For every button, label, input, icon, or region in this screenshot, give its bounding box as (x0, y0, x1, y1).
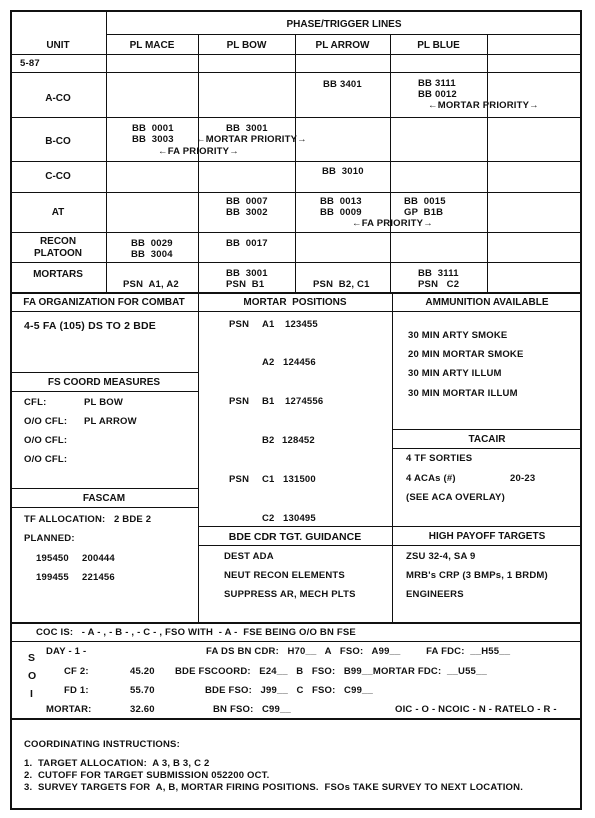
mortar-pos: C2 (262, 513, 275, 524)
section-line (392, 448, 582, 449)
grid-line (106, 34, 582, 35)
fascam-grid: 221456 (82, 572, 115, 583)
ammo-title: AMMUNITION AVAILABLE (425, 297, 549, 308)
grid-line (10, 232, 582, 233)
section-line (198, 526, 582, 527)
mortar-grid: 131500 (283, 474, 316, 485)
fascam-title: FASCAM (82, 493, 126, 504)
coc-mortar-value: 32.60 (130, 704, 155, 715)
grid-line (390, 34, 391, 292)
pl-arrow-header: PL ARROW (315, 40, 370, 51)
grid-line (295, 34, 296, 292)
section-line (10, 372, 198, 373)
mortars-bow-2: PSN B1 (226, 279, 265, 290)
hpt-item: ZSU 32-4, SA 9 (406, 551, 476, 562)
coc-line: COC IS: - A - , - B - , - C - , FSO WITH - A - FSE BEING O/O BN FSE (36, 627, 356, 638)
mortar-positions-title: MORTAR POSITIONS (243, 297, 347, 308)
grid-line (10, 54, 582, 55)
fascam-allocation: TF ALLOCATION: 2 BDE 2 (24, 514, 152, 525)
section-line (10, 311, 582, 312)
fs-coord-label: O/O CFL: (24, 416, 68, 427)
ammo-item: 30 MIN ARTY SMOKE (408, 330, 508, 341)
grid-line (10, 161, 582, 162)
section-line (392, 429, 582, 430)
b-co-mace-1: BB 0001 (132, 123, 174, 134)
mortars-mace: PSN A1, A2 (123, 279, 179, 290)
mortar-psn-label: PSN (229, 396, 250, 407)
at-fa-priority: ←FA PRIORITY→ (352, 218, 433, 229)
section-line (198, 292, 199, 622)
mortar-grid: 124456 (283, 357, 316, 368)
mortar-grid: 130495 (283, 513, 316, 524)
section-line (392, 292, 393, 622)
phase-trigger-header: PHASE/TRIGGER LINES (286, 19, 402, 30)
fs-coord-label: CFL: (24, 397, 47, 408)
bde-guidance-item: DEST ADA (224, 551, 274, 562)
mortars-arrow: PSN B2, C1 (313, 279, 370, 290)
coc-fd1: FD 1: (64, 685, 89, 696)
fa-org-value: 4-5 FA (105) DS TO 2 BDE (24, 320, 157, 332)
mortar-psn-label: PSN (229, 319, 250, 330)
mortar-psn-label: PSN (229, 474, 250, 485)
fs-coord-title: FS COORD MEASURES (47, 377, 161, 388)
fa-org-title: FA ORGANIZATION FOR COMBAT (23, 297, 185, 308)
at-blue-2: GP B1B (404, 207, 444, 218)
at-arrow-1: BB 0013 (320, 196, 362, 207)
soi-letter: S (28, 652, 36, 664)
mortar-pos: B1 (262, 396, 275, 407)
coc-cf2-value: 45.20 (130, 666, 155, 677)
section-line (10, 641, 582, 642)
soi-letter: O (28, 670, 37, 682)
fascam-planned: PLANNED: (24, 533, 75, 544)
instruction-item: 3. SURVEY TARGETS FOR A, B, MORTAR FIRING POSITIONS. FSOs TAKE SURVEY TO NEXT LOCATION. (24, 782, 524, 793)
unit-mortars: MORTARS (33, 269, 83, 280)
instruction-item: 1. TARGET ALLOCATION: A 3, B 3, C 2 (24, 758, 210, 769)
at-bow-1: BB 0007 (226, 196, 268, 207)
mortar-grid: 128452 (282, 435, 315, 446)
bde-guidance-title: BDE CDR TGT. GUIDANCE (228, 531, 362, 543)
ammo-item: 30 MIN MORTAR ILLUM (408, 388, 518, 399)
recon-bow: BB 0017 (226, 238, 268, 249)
mortar-grid: 123455 (285, 319, 318, 330)
unit-header: UNIT (46, 40, 70, 51)
mortar-pos: A2 (262, 357, 275, 368)
coc-row-2: BDE FSCOORD: E24__ B FSO: B99__MORTAR FDC: __U55__ (175, 666, 488, 677)
coc-row-4-roles: OIC - O - NCOIC - N - RATELO - R - (395, 704, 557, 715)
fascam-grid: 195450 (36, 553, 69, 564)
a-co-blue-1: BB 3111 (418, 78, 456, 89)
ammo-item: 30 MIN ARTY ILLUM (408, 368, 502, 379)
coc-day: DAY - 1 - (46, 646, 87, 657)
grid-line (10, 292, 582, 294)
ammo-item: 20 MIN MORTAR SMOKE (408, 349, 524, 360)
soi-letter: I (30, 688, 34, 700)
tacair-aca-range: 20-23 (510, 473, 536, 484)
grid-line (198, 34, 199, 292)
section-line (10, 718, 582, 720)
mortar-pos: C1 (262, 474, 275, 485)
coc-fd1-value: 55.70 (130, 685, 155, 696)
unit-a-co: A-CO (45, 93, 71, 104)
fs-coord-label: O/O CFL: (24, 435, 68, 446)
at-blue-1: BB 0015 (404, 196, 446, 207)
unit-b-co: B-CO (45, 136, 71, 147)
grid-line (487, 34, 488, 292)
coc-row-4: BN FSO: C99__ (213, 704, 291, 715)
grid-line (106, 10, 107, 292)
coc-cf2: CF 2: (64, 666, 89, 677)
tacair-acas: 4 ACAs (#) (406, 473, 456, 484)
mortar-pos: B2 (262, 435, 275, 446)
a-co-arrow: BB 3401 (323, 79, 362, 90)
section-line (10, 507, 198, 508)
section-line (10, 622, 582, 624)
at-arrow-2: BB 0009 (320, 207, 362, 218)
a-co-mortar-priority: ←MORTAR PRIORITY→ (428, 100, 539, 111)
section-line (10, 391, 198, 392)
hpt-title: HIGH PAYOFF TARGETS (428, 531, 546, 542)
unit-recon: RECON (39, 236, 77, 247)
b-co-mortar-priority: ←MORTAR PRIORITY→ (196, 134, 307, 145)
hpt-item: ENGINEERS (406, 589, 464, 600)
c-co-arrow: BB 3010 (322, 166, 364, 177)
fs-coord-value: PL ARROW (84, 416, 137, 427)
a-co-blue-2: BB 0012 (418, 89, 457, 100)
hpt-item: MRB's CRP (3 BMPs, 1 BRDM) (406, 570, 548, 581)
mortars-blue-1: BB 3111 (418, 268, 459, 279)
bde-guidance-item: NEUT RECON ELEMENTS (224, 570, 345, 581)
recon-mace-2: BB 3004 (131, 249, 173, 260)
bde-guidance-item: SUPPRESS AR, MECH PLTS (224, 589, 356, 600)
coc-row-1: FA DS BN CDR: H70__ A FSO: A99__ FA FDC: __H55__ (206, 646, 511, 657)
pl-mace-header: PL MACE (129, 40, 175, 51)
b-co-bow-1: BB 3001 (226, 123, 268, 134)
coc-row-3: BDE FSO: J99__ C FSO: C99__ (205, 685, 374, 696)
fs-coord-value: PL BOW (84, 397, 124, 408)
pl-blue-header: PL BLUE (417, 40, 460, 51)
coc-mortar: MORTAR: (46, 704, 92, 715)
tacair-sorties: 4 TF SORTIES (406, 453, 473, 464)
b-co-mace-2: BB 3003 (132, 134, 174, 145)
grid-line (10, 262, 582, 263)
mortars-bow-1: BB 3001 (226, 268, 268, 279)
fascam-grid: 200444 (82, 553, 115, 564)
grid-line (10, 192, 582, 193)
unit-at: AT (51, 207, 65, 218)
unit-5-87: 5-87 (20, 58, 40, 69)
unit-platoon: PLATOON (34, 248, 82, 259)
tacair-title: TACAIR (468, 434, 506, 445)
pl-bow-header: PL BOW (226, 40, 267, 51)
fascam-grid: 199455 (36, 572, 69, 583)
instructions-title: COORDINATING INSTRUCTIONS: (24, 739, 180, 750)
tacair-overlay: (SEE ACA OVERLAY) (406, 492, 505, 503)
unit-c-co: C-CO (45, 171, 71, 182)
mortar-pos: A1 (262, 319, 275, 330)
mortars-blue-2: PSN C2 (418, 279, 460, 290)
mortar-grid: 1274556 (285, 396, 324, 407)
section-line (198, 545, 582, 546)
grid-line (10, 117, 582, 118)
at-bow-2: BB 3002 (226, 207, 268, 218)
fs-coord-label: O/O CFL: (24, 454, 68, 465)
section-line (10, 488, 198, 489)
instruction-item: 2. CUTOFF FOR TARGET SUBMISSION 052200 OCT. (24, 770, 270, 781)
b-co-fa-priority: ←FA PRIORITY→ (158, 146, 239, 157)
recon-mace-1: BB 0029 (131, 238, 173, 249)
grid-line (10, 72, 582, 73)
